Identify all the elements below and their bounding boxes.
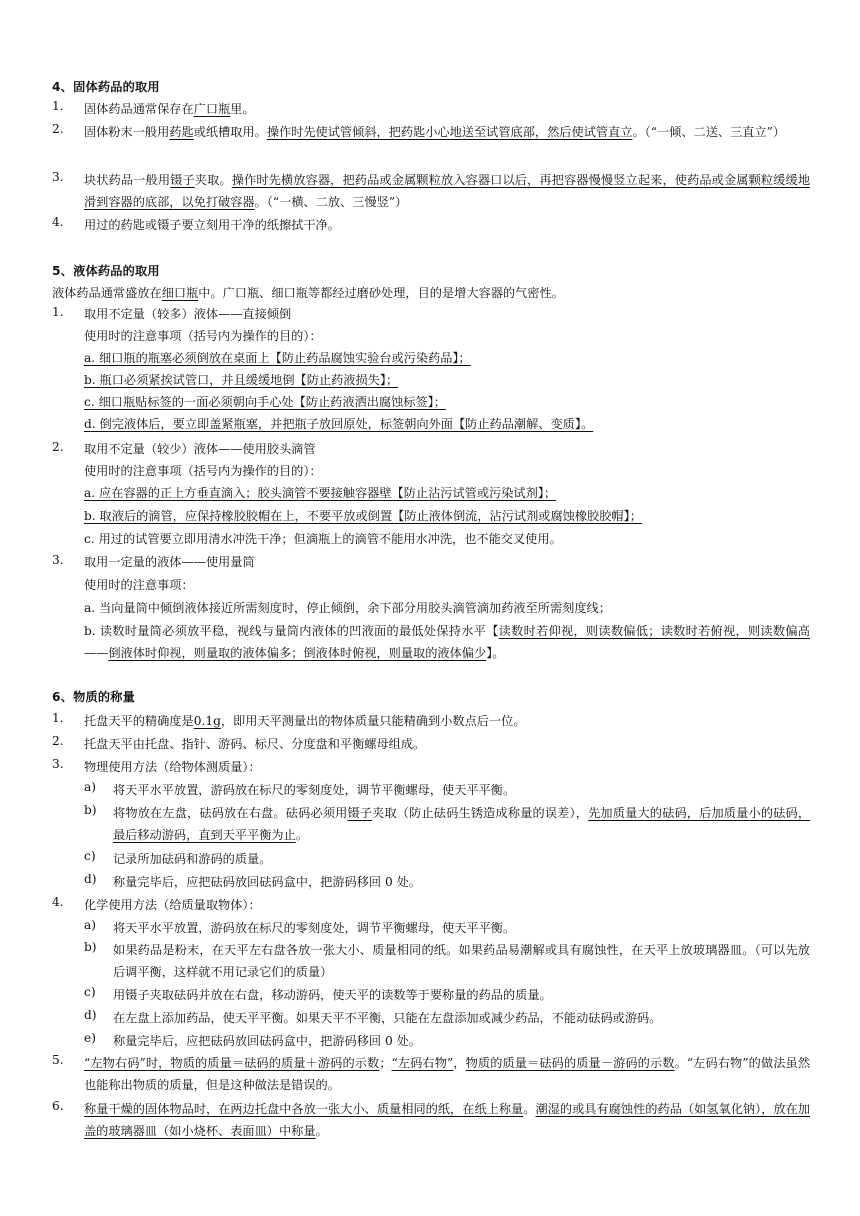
text-segment: 夹取。: [194, 173, 232, 187]
s6-item-5-number: 5.: [52, 1053, 64, 1067]
underlined-text: 先加质量大的砝码，后加质量小的砝码，最后移动游码，直到天平平衡为止: [113, 806, 811, 842]
s6-chemical-a-number: a): [84, 918, 97, 932]
underlined-text: 时，物质的质量＝砝码的质量＋游码的示数: [145, 1056, 380, 1070]
text-segment: 称量完毕后，应把砝码放回砝码盒中，把游码移回 0 处。: [113, 875, 422, 889]
underlined-text: “左码右物”: [391, 1056, 454, 1070]
text-segment: 。（“一横、二放、三慢竖”）: [254, 195, 408, 209]
underlined-text: 操作时先使试管倾斜，把药匙小心地送至试管底部，然后使试管直立: [266, 125, 633, 139]
s6-physical-b-number: b): [84, 803, 97, 817]
s6-physical-c-text: [113, 848, 810, 870]
s6-chemical-e-number: e): [84, 1031, 96, 1045]
underlined-text: 读数时若仰视，则读数偏低；读数时若俯视，则读数偏高: [498, 624, 810, 638]
s5-item-3-note: 使用时的注意事项：: [84, 578, 194, 592]
s6-chemical-d-number: d): [84, 1008, 97, 1022]
underlined-text: 镊子: [170, 173, 195, 187]
underlined-text: 细口瓶: [161, 286, 199, 300]
text-segment: 】。: [486, 646, 505, 660]
text-segment: 将物放在左盘，砝码放在右盘。砝码必须用: [113, 806, 348, 820]
s5-item-2-line-c: c. 用过的试管要立即用清水冲洗干净；但滴瓶上的滴管不能用水冲洗，也不能交叉使用。: [84, 532, 562, 546]
text-segment: ，: [453, 1056, 466, 1070]
s5-item-1-number: 1.: [52, 305, 64, 319]
text-segment: 。: [315, 1124, 328, 1138]
text-segment: 。“左码右物”的做法虽然也能称出物质的质量，但是这种做法是错误的。: [84, 1056, 811, 1092]
text-segment: 将天平水平放置，游码放在标尺的零刻度处，调节平衡螺母，使天平平衡。: [113, 783, 516, 797]
underlined-text: 物质的质量＝砝码的质量－游码的示数: [465, 1056, 675, 1070]
s5-item-1-line-a: a. 细口瓶的瓶塞必须倒放在桌面上【防止药品腐蚀实验台或污染药品】；: [84, 351, 471, 365]
underlined-text: 潮湿的或具有腐蚀性的药品（如氢氧化钠），放在加盖的玻璃器皿（如小烧杯、表面皿）中称量: [84, 1102, 810, 1138]
text-segment: ，即用天平测量出的物体质量只能精确到小数点后一位。: [220, 714, 526, 728]
s5-item-1-line-c: c. 细口瓶贴标签的一面必须朝向手心处【防止药液洒出腐蚀标签】；: [84, 395, 446, 409]
s6-chemical-d-text: [113, 1007, 810, 1029]
section-6-title: 6、物质的称量: [52, 690, 136, 704]
text-segment: 夹取（防止砝码生锈造成称量的误差），: [372, 806, 589, 820]
text-segment: 或纸槽取用。: [193, 125, 267, 139]
s6-item-4-text: [84, 894, 810, 916]
s6-physical-b-text: [113, 802, 810, 846]
underlined-text: 操作时先横放容器，把药品或金属颗粒放入容器口以后，再把容器慢慢竖立起来，使药品或金属颗粒缓缓地滑到容器的底部，以免打破容器: [84, 173, 811, 209]
text-segment: b. 读数时量筒必须放平稳，视线与量筒内液体的凹液面的最低处保持水平【: [84, 624, 499, 638]
s4-item-1-text: [84, 98, 810, 120]
text-segment: 用镊子夹取砝码并放在右盘，移动游码，使天平的读数等于要称量的药品的质量。: [113, 988, 552, 1002]
s5-item-1-line-b: b. 瓶口必须紧挨试管口，并且缓缓地倒【防止药液损失】；: [84, 373, 399, 387]
text-segment: ；: [379, 1056, 392, 1070]
text-segment: 称量完毕后，应把砝码放回砝码盒中，把游码移回 0 处。: [113, 1034, 422, 1048]
text-segment: 。: [523, 1102, 536, 1116]
underlined-text: 0.1g: [193, 714, 221, 728]
s6-item-2-number: 2.: [52, 734, 64, 748]
underlined-text: 药匙: [169, 125, 194, 139]
text-segment: 托盘天平由托盘、指针、游码、标尺、分度盘和平衡螺母组成。: [84, 737, 426, 751]
s4-item-2-text: [84, 121, 810, 143]
text-segment: 固体药品通常保存在: [84, 102, 194, 116]
s5-item-2-number: 2.: [52, 440, 64, 454]
text-segment: 托盘天平的精确度是: [84, 714, 194, 728]
s6-item-2-text: [84, 733, 810, 755]
s5-item-3-line-a: a. 当向量筒中倾倒液体接近所需刻度时，停止倾倒，余下部分用胶头滴管滴加药液至所需刻度线；: [84, 601, 611, 615]
s6-physical-a-text: [113, 779, 810, 801]
s5-item-3-heading: 取用一定量的液体——使用量筒: [84, 555, 255, 569]
s5-item-2-heading: 取用不定量（较少）液体——使用胶头滴管: [84, 442, 316, 456]
text-segment: 。（“一倾、二送、三直立”）: [632, 125, 786, 139]
section-5-title: 5、液体药品的取用: [52, 264, 160, 278]
section-4-title: 4、固体药品的取用: [52, 80, 160, 94]
s6-chemical-b-text: [113, 939, 810, 983]
s6-item-1-number: 1.: [52, 711, 64, 725]
text-segment: 如果药品是粉末，在天平左右盘各放一张大小、质量相同的纸。如果药品易潮解或具有腐蚀性，在天平上放玻璃器皿。（可以先放后调平衡，这样就不用记录它们的质量）: [113, 943, 810, 979]
s6-item-6-number: 6.: [52, 1099, 64, 1113]
s6-chemical-c-text: [113, 984, 810, 1006]
s5-item-3-number: 3.: [52, 553, 64, 567]
s5-item-2-note: 使用时的注意事项（括号内为操作的目的）：: [84, 464, 322, 478]
underlined-text: 称量干燥的固体物品时，在两边托盘中各放一张大小、质量相同的纸，在纸上称量: [84, 1102, 524, 1116]
text-segment: 物理使用方法（给物体测质量）：: [84, 760, 261, 774]
underlined-text: “左物右码”: [84, 1056, 146, 1070]
s6-physical-c-number: c): [84, 849, 96, 863]
s6-item-1-text: [84, 710, 810, 732]
text-segment: 液体药品通常盛放在: [52, 286, 162, 300]
s6-item-4-number: 4.: [52, 895, 64, 909]
s4-item-3-number: 3.: [52, 170, 64, 184]
s4-item-4-text: [84, 214, 810, 236]
text-segment: 中。广口瓶、细口瓶等都经过磨砂处理，目的是增大容器的气密性。: [198, 286, 564, 300]
s5-item-1-line-d: d. 倒完液体后，要立即盖紧瓶塞，并把瓶子放回原处，标签朝向外面【防止药品潮解、变质】。: [84, 417, 594, 431]
s6-chemical-a-text: [113, 917, 810, 939]
text-segment: 固体粉末一般用: [84, 125, 170, 139]
s6-item-6-text: [84, 1098, 810, 1142]
s4-item-2-number: 2.: [52, 122, 64, 136]
text-segment: ——: [84, 646, 109, 660]
s6-item-5-text: [84, 1052, 810, 1096]
underlined-text: 广口瓶: [193, 102, 231, 116]
s6-chemical-c-number: c): [84, 985, 96, 999]
text-segment: 将天平水平放置，游码放在标尺的零刻度处，调节平衡螺母，使天平平衡。: [113, 921, 516, 935]
s6-chemical-e-text: [113, 1030, 810, 1052]
underlined-text: 镊子: [347, 806, 373, 820]
s6-item-3-number: 3.: [52, 757, 64, 771]
s6-item-3-text: [84, 756, 810, 778]
s5-item-2-line-a: a. 应在容器的正上方垂直滴入；胶头滴管不要接触容器壁【防止沾污试管或污染试剂】；: [84, 486, 557, 500]
text-segment: 用过的药匙或镊子要立刻用干净的纸擦拭干净。: [84, 218, 340, 232]
text-segment: 记录所加砝码和游码的质量。: [113, 852, 272, 866]
s4-item-1-number: 1.: [52, 99, 64, 113]
s5-item-1-note: 使用时的注意事项（括号内为操作的目的）：: [84, 329, 322, 343]
s5-item-3-line-b: [84, 620, 810, 664]
underlined-text: 倒液体时仰视，则量取的液体偏多；倒液体时俯视，则量取的液体偏少: [108, 646, 487, 660]
s6-physical-d-number: d): [84, 872, 97, 886]
s6-physical-a-number: a): [84, 780, 97, 794]
s6-physical-d-text: [113, 871, 810, 893]
s4-item-4-number: 4.: [52, 215, 64, 229]
s5-item-1-heading: 取用不定量（较多）液体——直接倾倒: [84, 307, 292, 321]
s5-item-2-line-b: b. 取液后的滴管，应保持橡胶胶帽在上，不要平放或倒置【防止液体倒流，沾污试剂或腐蚀橡胶胶帽】；: [84, 509, 642, 523]
text-segment: 化学使用方法（给质量取物体）：: [84, 898, 261, 912]
section-5-intro: [52, 282, 812, 304]
text-segment: 。: [295, 828, 308, 842]
s4-item-3-text: [84, 169, 810, 213]
s6-chemical-b-number: b): [84, 940, 97, 954]
text-segment: 在左盘上添加药品，使天平平衡。如果天平不平衡，只能在左盘添加或减少药品，不能动砝码或游码。: [113, 1011, 662, 1025]
text-segment: 里。: [230, 102, 255, 116]
text-segment: 块状药品一般用: [84, 173, 171, 187]
